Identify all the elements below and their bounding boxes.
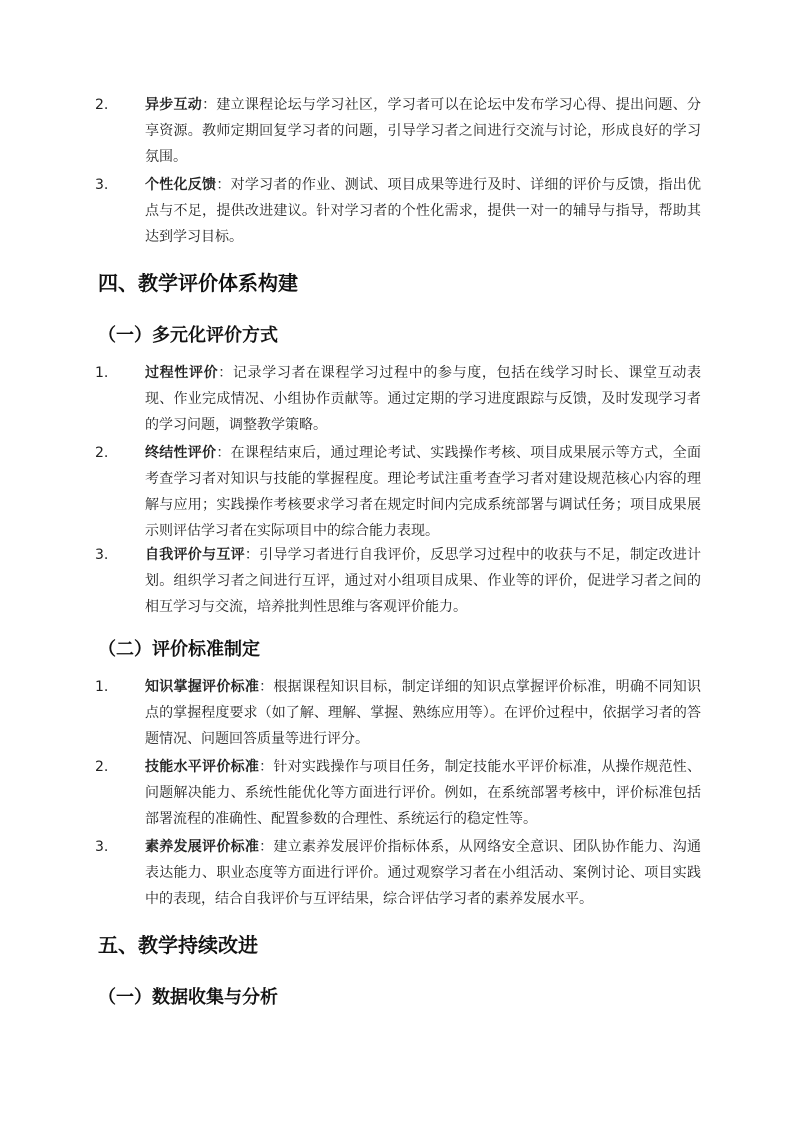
- list-item-body: [145, 360, 701, 438]
- list-item-text: ：在课程结束后，通过理论考试、实践操作考核、项目成果展示等方式，全面考查学习者对知识与技能的掌握程度。理论考试注重考查学习者对建设规范核心内容的理解与应用；实践操作考核要求学习者在规定时间内完成系统部署与调试任务；项目成果展示则评估学习者在实际项目中的综合能力表现。: [145, 445, 702, 539]
- section-4-heading: 四、教学评价体系构建: [98, 271, 298, 295]
- list-item-term: 知识掌握评价标准: [145, 679, 260, 695]
- list-item-body: [145, 440, 701, 544]
- list-item-term: 终结性评价: [145, 445, 217, 461]
- list-item-term: 异步互动: [145, 97, 203, 113]
- section-5-heading: 五、教学持续改进: [98, 933, 258, 957]
- list-item-term: 个性化反馈: [145, 177, 217, 193]
- list-item-term: 自我评价与互评: [145, 547, 245, 563]
- list-item-text: ：根据课程知识目标，制定详细的知识点掌握评价标准，明确不同知识点的掌握程度要求（如了解、理解、掌握、熟练应用等）。在评价过程中，依据学习者的答题情况、问题回答质量等进行评分。: [145, 679, 702, 747]
- list-item-number: 2.: [95, 445, 109, 461]
- list-item-term: 技能水平评价标准: [145, 759, 260, 775]
- list-item-number: 2.: [95, 97, 109, 113]
- list-item-body: [145, 542, 701, 620]
- list-item-body: [145, 754, 701, 832]
- list-item-text: ：建立素养发展评价指标体系，从网络安全意识、团队协作能力、沟通表达能力、职业态度等方面进行评价。通过观察学习者在小组活动、案例讨论、项目实践中的表现，结合自我评价与互评结果，综合评估学习者的素养发展水平。: [145, 839, 702, 907]
- list-item-text: ：建立课程论坛与学习社区，学习者可以在论坛中发布学习心得、提出问题、分享资源。教师定期回复学习者的问题，引导学习者之间进行交流与讨论，形成良好的学习氛围。: [145, 97, 702, 165]
- list-item-number: 2.: [95, 759, 109, 775]
- section-4-1-heading: （一）多元化评价方式: [98, 325, 278, 346]
- list-item-body: [145, 834, 701, 912]
- list-item-body: [145, 92, 701, 170]
- list-item-term: 过程性评价: [145, 365, 219, 381]
- list-item-body: [145, 172, 701, 250]
- list-item-text: ：记录学习者在课程学习过程中的参与度，包括在线学习时长、课堂互动表现、作业完成情况、小组协作贡献等。通过定期的学习进度跟踪与反馈，及时发现学习者的学习问题，调整教学策略。: [145, 365, 702, 433]
- list-item-number: 1.: [95, 365, 109, 381]
- section-5-1-heading: （一）数据收集与分析: [98, 987, 278, 1008]
- list-item-number: 1.: [95, 679, 109, 695]
- list-item-text: ：对学习者的作业、测试、项目成果等进行及时、详细的评价与反馈，指出优点与不足，提供改进建议。针对学习者的个性化需求，提供一对一的辅导与指导，帮助其达到学习目标。: [145, 177, 702, 245]
- section-4-2-heading: （二）评价标准制定: [98, 639, 260, 660]
- list-item-number: 3.: [95, 839, 109, 855]
- list-item-text: ：针对实践操作与项目任务，制定技能水平评价标准，从操作规范性、问题解决能力、系统性能优化等方面进行评价。例如，在系统部署考核中，评价标准包括部署流程的准确性、配置参数的合理性、系统运行的稳定性等。: [145, 759, 702, 827]
- list-item-text: ：引导学习者进行自我评价，反思学习过程中的收获与不足，制定改进计划。组织学习者之间进行互评，通过对小组项目成果、作业等的评价，促进学习者之间的相互学习与交流，培养批判性思维与客观评价能力。: [145, 547, 701, 615]
- list-item-term: 素养发展评价标准: [145, 839, 260, 855]
- list-item-number: 3.: [95, 177, 109, 193]
- list-item-number: 3.: [95, 547, 109, 563]
- list-item-body: [145, 674, 701, 752]
